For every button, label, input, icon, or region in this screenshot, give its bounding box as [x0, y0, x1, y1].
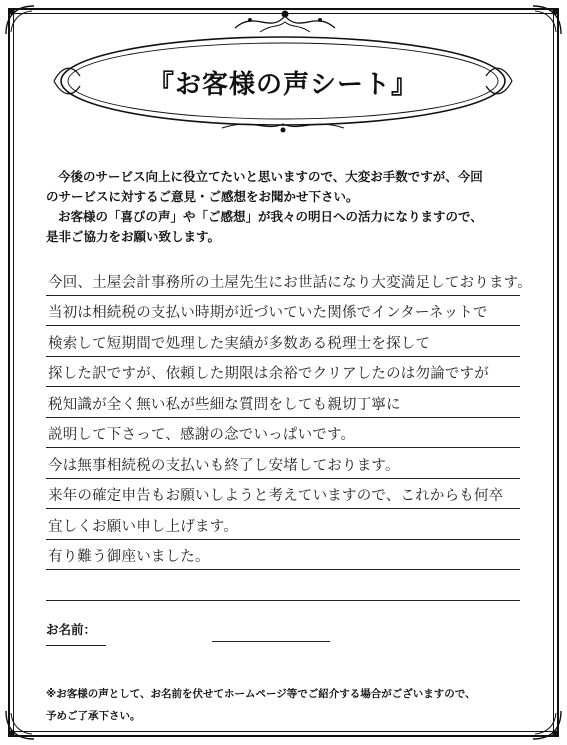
comment-line	[46, 418, 520, 449]
handwritten-text: 有り難う御座いました。	[48, 549, 210, 565]
comment-line	[46, 387, 520, 418]
comment-line	[46, 326, 520, 357]
comment-line	[46, 509, 520, 540]
handwritten-text: 検索して短期間で処理した実績が多数ある税理士を探して	[48, 335, 431, 352]
ornamental-corner-icon	[2, 707, 38, 743]
intro-text	[46, 167, 526, 247]
name-underline[interactable]	[212, 641, 330, 642]
name-label: お名前：	[46, 622, 97, 637]
comment-line	[46, 540, 520, 571]
footnote-line: ※お客様の声として、お名前を伏せてホームページ等でご紹介する場合がございますので、	[46, 688, 476, 700]
handwritten-text: 今は無事相続税の支払いも終了し安堵しております。	[48, 457, 400, 474]
title-area	[52, 26, 514, 136]
comment-line	[46, 448, 520, 479]
handwritten-text: 来年の確定申告もお願いしようと考えていますので、これからも何卒	[48, 488, 504, 504]
page-title: 『お客様の声シート』	[147, 70, 418, 100]
ornamental-corner-icon	[529, 2, 565, 38]
comment-line	[46, 479, 520, 510]
footnote-line: 予めご了承下さい。	[46, 710, 141, 722]
comment-line	[46, 265, 532, 296]
intro-line: のサービスに対するご意見・ご感想をお聞かせ下さい。	[46, 189, 359, 204]
intro-line: 是非ご協力をお願い致します。	[46, 229, 221, 244]
handwritten-text: 税知識が全く無い私が些細な質問をしても親切丁寧に	[48, 396, 401, 413]
intro-line: 今後のサービス向上に役立てたいと思いますので、大変お手数ですが、今回	[58, 169, 483, 184]
ornamental-corner-icon	[2, 2, 38, 38]
comment-line	[46, 357, 520, 388]
footnote	[46, 683, 526, 727]
ornamental-corner-icon	[529, 707, 565, 743]
comment-line	[46, 296, 520, 327]
comment-area[interactable]	[46, 265, 532, 601]
name-underline[interactable]	[46, 645, 106, 646]
handwritten-text: 説明して下さって、感謝の念でいっぱいです。	[48, 427, 356, 443]
handwritten-text: 宜しくお願い申し上げます。	[48, 518, 238, 535]
handwritten-text: 探した訳ですが、依頼した期限は余裕でクリアしたのは勿論ですが	[48, 366, 489, 382]
comment-line	[46, 570, 520, 601]
handwritten-text: 当初は相続税の支払い時期が近づいていた関係でインターネットで	[48, 305, 488, 321]
handwritten-text: 今回、土屋会計事務所の土屋先生にお世話になり大変満足しております。	[48, 274, 532, 291]
intro-line: お客様の「喜びの声」や「ご感想」が我々の明日への活力になりますので、	[58, 209, 483, 224]
